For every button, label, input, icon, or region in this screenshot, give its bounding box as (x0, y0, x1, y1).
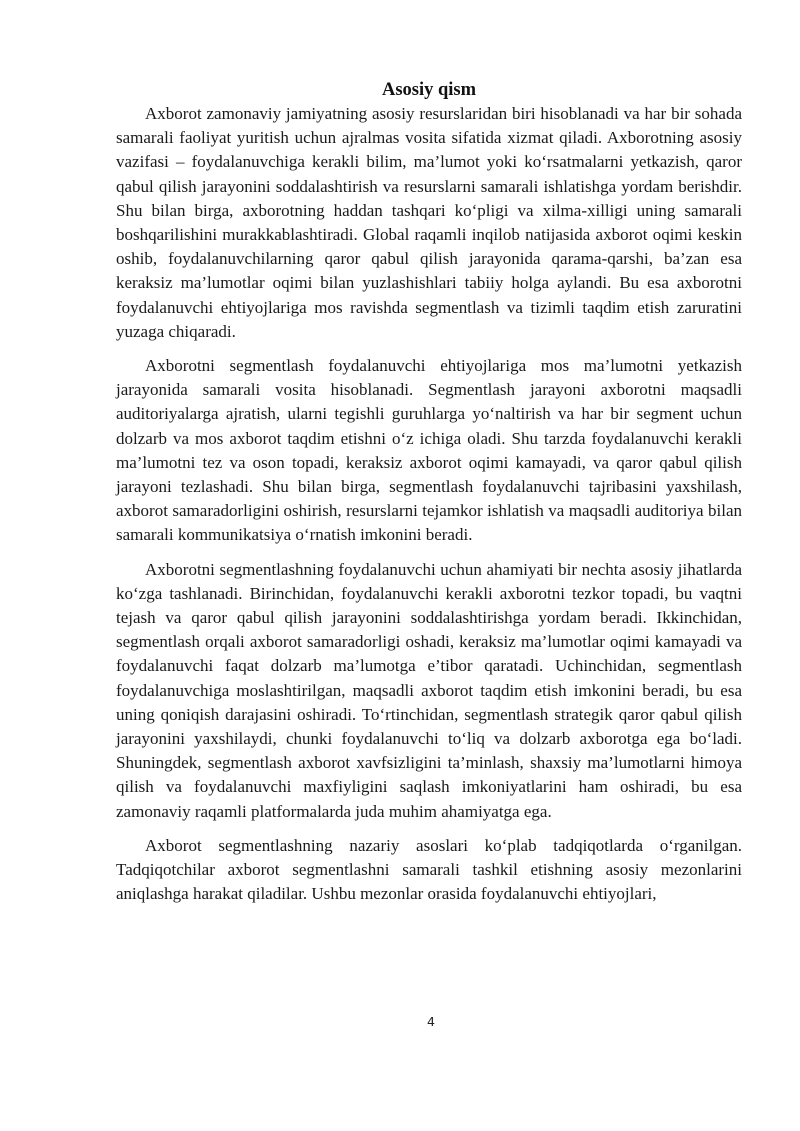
paragraph-1: Axborot zamonaviy jamiyatning asosiy resurslaridan biri hisoblanadi va har bir sohada samarali faoliyat yuritish uchun ajralmas vosita sifatida xizmat qiladi. Axborotning asosiy vazifasi – foydalanuvchiga kerakli bilim, ma’lumot yoki ko‘rsatmalarni yetkazish, qaror qabul qilish jarayonini soddalashtirish va resurslarni samarali ishlatishga yordam berishdir. Shu bilan birga, axborotning haddan tashqari ko‘pligi va xilma-xilligi uning samarali boshqarilishini murakkablashtiradi. Global raqamli inqilob natijasida axborot oqimi keskin oshib, foydalanuvchilarning qaror qabul qilish jarayonida qarama-qarshi, ba’zan esa keraksiz ma’lumotlar oqimi bilan yuzlashishlari tabiiy holga aylandi. Bu esa axborotni foydalanuvchi ehtiyojlariga mos ravishda segmentlash va tizimli taqdim etish zaruratini yuzaga chiqaradi. (116, 104, 742, 341)
paragraph-4: Axborot segmentlashning nazariy asoslari ko‘plab tadqiqotlarda o‘rganilgan. Tadqiqotchilar axborot segmentlashni samarali tashkil etishning asosiy mezonlarini aniqlashga harakat qiladilar. Ushbu mezonlar orasida foydalanuvchi ehtiyojlari, (116, 835, 742, 904)
paragraph-3: Axborotni segmentlashning foydalanuvchi uchun ahamiyati bir nechta asosiy jihatlarda ko‘zga tashlanadi. Birinchidan, foydalanuvchi kerakli axborotni tezkor topadi, bu vaqtni tejash va qaror qabul qilish jarayonini soddalashtirishga yordam beradi. Ikkinchidan, segmentlash orqali axborot samaradorligi oshadi, keraksiz ma’lumotlar oqimi kamayadi va foydalanuvchi faqat dolzarb ma’lumotga e’tibor qaratadi. Uchinchidan, segmentlash foydalanuvchiga moslashtirilgan, maqsadli axborot taqdim etish imkonini beradi, bu esa uning qoniqish darajasini oshiradi. To‘rtinchidan, segmentlash strategik qaror qabul qilish jarayonini yaxshilaydi, chunki foydalanuvchi to‘liq va dolzarb axborotga ega bo‘ladi. Shuningdek, segmentlash axborot xavfsizligini ta’minlash, shaxsiy ma’lumotlarni himoya qilish va foydalanuvchi maxfiyligini saqlash imkoniyatlarini ham oshiradi, bu esa zamonaviy raqamli platformalarda juda muhim ahamiyatga ega. (116, 559, 742, 821)
section-title: Asosiy qism (381, 80, 477, 100)
page-body (116, 78, 742, 917)
paragraph-2: Axborotni segmentlash foydalanuvchi ehtiyojlariga mos ma’lumotni yetkazish jarayonida samarali vosita hisoblanadi. Segmentlash jarayoni axborotni maqsadli auditoriyalarga ajratish, ularni tegishli guruhlarga yo‘naltirish va har bir segment uchun dolzarb va mos axborot taqdim etishni o‘z ichiga oladi. Shu tarzda foydalanuvchi kerakli ma’lumotni tez va oson topadi, keraksiz axborot oqimi kamayadi, va qaror qabul qilish jarayoni tezlashadi. Shu bilan birga, segmentlash foydalanuvchi tajribasini yaxshilash, axborot samaradorligini oshirish, resurslarni tejamkor ishlatish va maqsadli auditoriya bilan samarali kommunikatsiya o‘rnatish imkonini beradi. (116, 356, 742, 545)
page-number: 4 (427, 1014, 435, 1029)
